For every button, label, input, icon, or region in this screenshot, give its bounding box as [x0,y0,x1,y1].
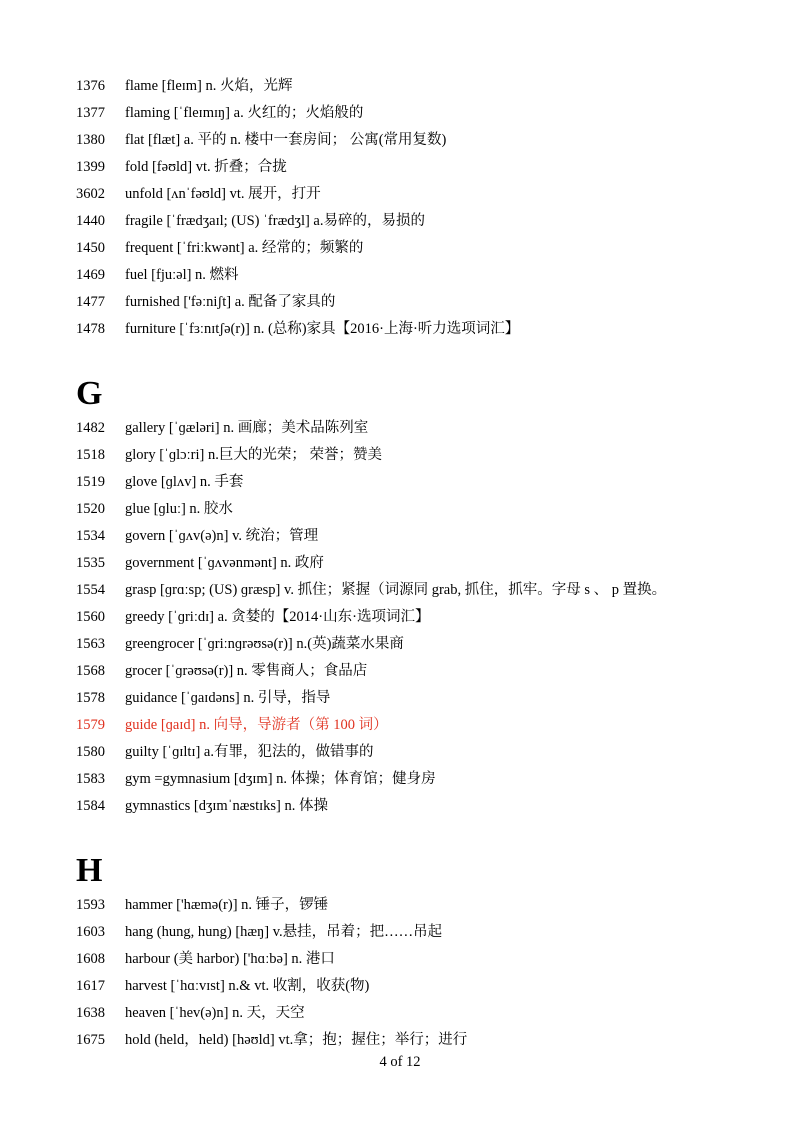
entry-row [76,1028,467,1052]
entry-number: 1603 [76,924,105,940]
section-letter-heading: G [76,375,103,412]
entry-number: 1617 [76,978,105,994]
entry-text: hold (held，held) [həʊld] vt.拿；抱；握住；举行；进行 [125,1032,468,1048]
page-number: 4 of 12 [379,1054,421,1070]
entry-row [76,128,446,152]
entry-number: 1440 [76,213,105,229]
entry-row [76,794,328,818]
entry-row [76,470,243,494]
entry-row [76,947,335,971]
entry-row [76,920,442,944]
entry-text: harbour (美 harbor) ['hɑːbə] n. 港口 [125,951,335,967]
entry-number: 1377 [76,105,105,121]
entry-number: 1482 [76,420,105,436]
entry-row [76,317,519,341]
entry-text: glue [ɡluː] n. 胶水 [125,501,233,517]
entry-row [76,497,233,521]
entry-number: 1534 [76,528,105,544]
entry-number: 1608 [76,951,105,967]
entry-row [76,209,425,233]
entry-row [76,101,363,125]
entry-row [76,740,374,764]
entry-row-highlighted [76,713,388,737]
entry-text: greedy [ˈɡriːdɪ] a. 贪婪的【2014·山东·选项词汇】 [125,609,430,625]
entry-text: glove [ɡlʌv] n. 手套 [125,474,244,490]
entry-number: 1450 [76,240,105,256]
entry-text: heaven [ˈhev(ə)n] n. 天，天空 [125,1005,305,1021]
entry-number: 1469 [76,267,105,283]
entry-text: unfold [ʌnˈfəʊld] vt. 展开，打开 [125,186,321,202]
entry-text: flame [fleɪm] n. 火焰，光辉 [125,78,293,94]
entry-text: fold [fəʊld] vt. 折叠；合拢 [125,159,287,175]
entry-row [76,155,287,179]
entry-number: 1638 [76,1005,105,1021]
entry-text: government [ˈɡʌvənmənt] n. 政府 [125,555,324,571]
entry-text: hammer ['hæmə(r)] n. 锤子，锣锤 [125,897,329,913]
entry-row [76,443,382,467]
entry-number: 1563 [76,636,105,652]
entry-number: 1583 [76,771,105,787]
entry-row [76,767,436,791]
entry-row [76,236,363,260]
entry-text: guide [ɡaɪd] n. 向导，导游者（第 100 词） [125,717,388,733]
entry-text: furniture [ˈfɜːnɪtʃə(r)] n. (总称)家具【2016·上海·听力选项词汇】 [125,321,520,337]
entry-text: flaming [ˈfleɪmɪŋ] a. 火红的；火焰般的 [125,105,364,121]
entry-row [76,263,239,287]
entry-number: 1675 [76,1032,105,1048]
entry-text: flat [flæt] a. 平的 n. 楼中一套房间； 公寓(常用复数) [125,132,447,148]
entry-text: guilty [ˈɡɪltɪ] a.有罪，犯法的，做错事的 [125,744,374,760]
entry-row [76,659,367,683]
entry-text: greengrocer [ˈɡriːnɡrəʊsə(r)] n.(英)蔬菜水果商 [125,636,404,652]
entry-row [76,974,369,998]
entry-row [76,74,293,98]
entry-number: 1518 [76,447,105,463]
entry-number: 1578 [76,690,105,706]
entry-text: gallery [ˈɡæləri] n. 画廊；美术品陈列室 [125,420,369,436]
entry-number: 3602 [76,186,105,202]
entry-number: 1560 [76,609,105,625]
entry-number: 1584 [76,798,105,814]
entry-row [76,632,404,656]
entry-text: harvest [ˈhɑːvɪst] n.& vt. 收割，收获(物) [125,978,370,994]
entry-row [76,524,318,548]
entry-number: 1535 [76,555,105,571]
entry-number: 1520 [76,501,105,517]
entry-number: 1376 [76,78,105,94]
entry-text: glory [ˈɡlɔːri] n.巨大的光荣； 荣誉；赞美 [125,447,382,463]
entry-text: fuel [fjuːəl] n. 燃料 [125,267,239,283]
entry-number: 1580 [76,744,105,760]
entry-text: guidance [ˈɡaɪdəns] n. 引导，指导 [125,690,331,706]
entry-text: gym =gymnasium [dʒɪm] n. 体操；体育馆；健身房 [125,771,436,787]
entry-text: fragile [ˈfrædʒaɪl; (US) ˈfrædʒl] a.易碎的，易损的 [125,213,425,229]
entry-row [76,290,335,314]
entry-number: 1579 [76,717,105,733]
entry-text: grasp [ɡrɑːsp; (US) ɡræsp] v. 抓住；紧握（词源同 grab, 抓住，抓牢。字母 s 、 p 置换。 [125,582,667,598]
entry-text: furnished ['fəːniʃt] a. 配备了家具的 [125,294,336,310]
entry-number: 1554 [76,582,105,598]
entry-text: gymnastics [dʒɪmˈnæstɪks] n. 体操 [125,798,328,814]
entry-text: govern [ˈɡʌv(ə)n] v. 统治；管理 [125,528,319,544]
entry-number: 1477 [76,294,105,310]
entry-text: grocer [ˈɡrəʊsə(r)] n. 零售商人；食品店 [125,663,368,679]
entry-row [76,416,368,440]
entry-row [76,605,429,629]
entry-number: 1568 [76,663,105,679]
entry-text: frequent [ˈfriːkwənt] a. 经常的；频繁的 [125,240,364,256]
entry-row [76,893,328,917]
section-letter-heading: H [76,852,103,889]
entry-row [76,578,666,602]
entry-number: 1478 [76,321,105,337]
entry-row [76,182,321,206]
entry-number: 1519 [76,474,105,490]
entry-row [76,551,324,575]
entry-number: 1380 [76,132,105,148]
entry-number: 1593 [76,897,105,913]
entry-row [76,1001,305,1025]
entry-number: 1399 [76,159,105,175]
entry-row [76,686,330,710]
entry-text: hang (hung, hung) [hæŋ] v.悬挂，吊着；把……吊起 [125,924,443,940]
